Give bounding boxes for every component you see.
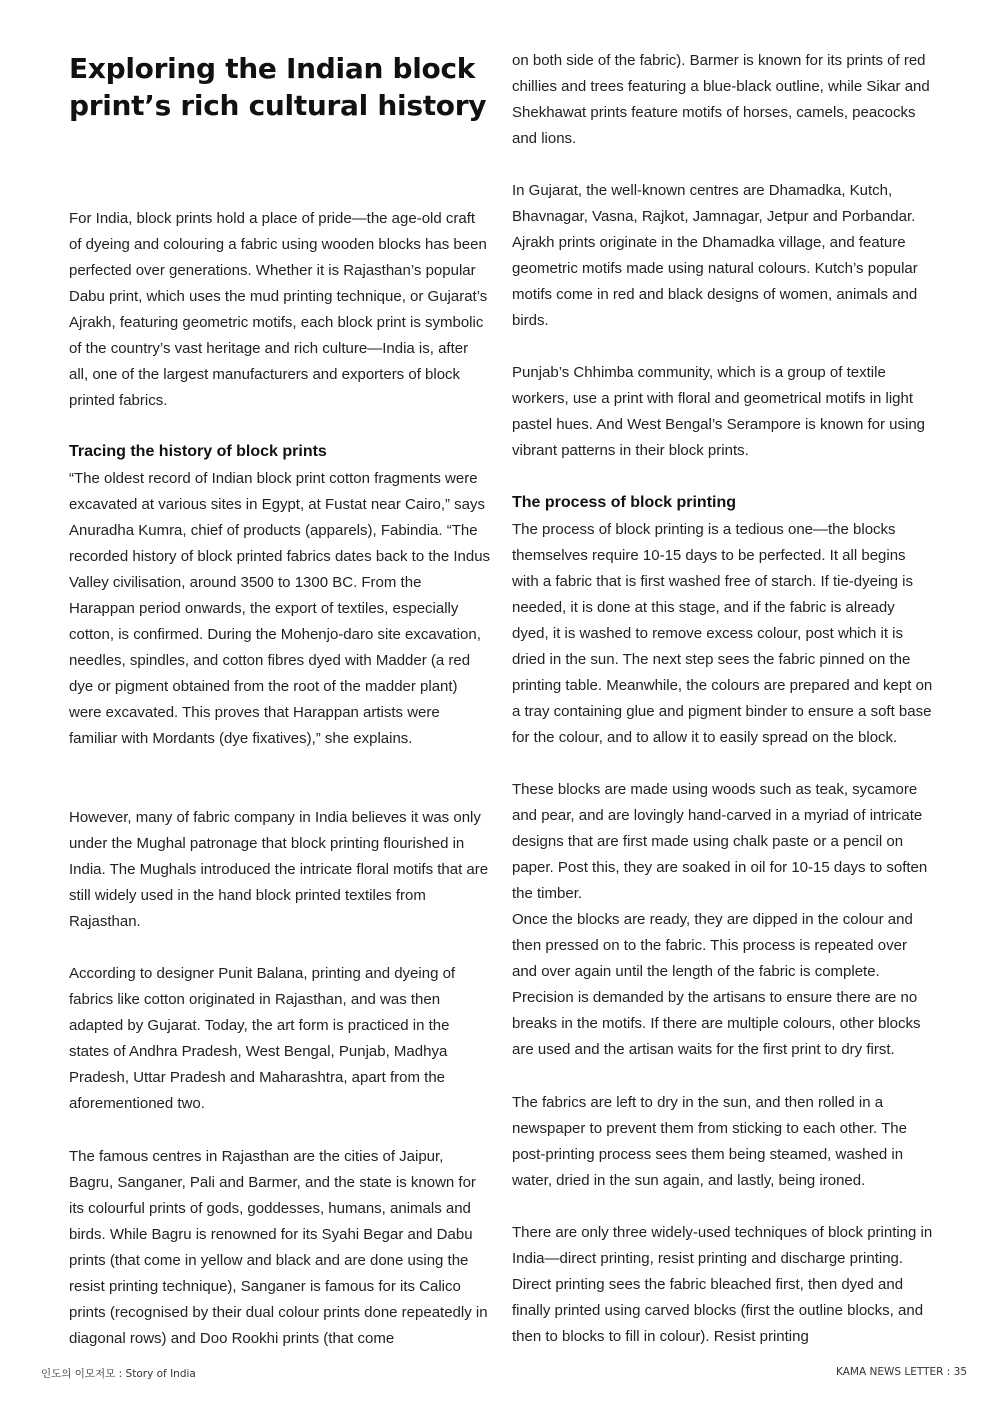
section-heading-process: The process of block printing	[512, 494, 737, 511]
techniques-paragraph: There are only three widely-used techniques of block printing in India—direct printing, resist printing and discharge printing. Direct printing sees the fabric bleached first, then dyed and finally printed using carved blocks (first the outline blocks, and then to blocks to fill in colour). Resist printing	[512, 1224, 933, 1345]
footer-page-number: KAMA NEWS LETTER : 35	[836, 1366, 967, 1378]
process-paragraph-2: These blocks are made using woods such as teak, sycamore and pear, and are lovingly hand-carved in a myriad of intricate designs that are first made using chalk paste or a pencil on paper. Post this, they are soaked in oil for 10-15 days to soften the timber.	[512, 781, 928, 902]
section-heading-history: Tracing the history of block prints	[69, 443, 327, 460]
continued-paragraph: on both side of the fabric). Barmer is known for its prints of red chillies and trees featuring a blue-black outline, while Sikar and Shekhawat prints feature motifs of horses, camels, peacocks and lions.	[512, 52, 930, 147]
intro-paragraph: For India, block prints hold a place of pride—the age-old craft of dyeing and colouring a fabric using wooden blocks has been perfected over generations. Whether it is Rajasthan’s popular Dabu print, which uses the mud printing technique, or Gujarat’s Ajrakh, featuring geometric motifs, each block print is symbolic of the country’s vast heritage and rich culture—India is, after all, one of the largest manufacturers and exporters of block printed fabrics.	[69, 210, 488, 409]
process-paragraph-4: The fabrics are left to dry in the sun, and then rolled in a newspaper to prevent them from sticking to each other. The post-printing process sees them being steamed, washed in water, dried in the sun again, and lastly, being ironed.	[512, 1094, 907, 1189]
article-title: Exploring the Indian block print’s rich cultural history	[69, 52, 487, 122]
punjab-paragraph: Punjab’s Chhimba community, which is a group of textile workers, use a print with floral and geometrical motifs in light pastel hues. And West Bengal’s Serampore is known for using vibrant patterns in their block prints.	[512, 364, 926, 459]
process-paragraph-1: The process of block printing is a tedious one—the blocks themselves require 10-15 days to be perfected. It all begins with a fabric that is first washed free of starch. If tie-dyeing is needed, it is done at this stage, and if the fabric is already dyed, it is washed to remove excess colour, post which it is dried in the sun. The next step sees the fabric pinned on the printing table. Meanwhile, the colours are prepared and kept on a tray containing glue and pigment binder to ensure a soft base for the colour, and to allow it to easily spread on the block.	[512, 521, 933, 746]
history-paragraph-3: According to designer Punit Balana, printing and dyeing of fabrics like cotton originated in Rajasthan, and was then adapted by Gujarat. Today, the art form is practiced in the states of Andhra Pradesh, West Bengal, Punjab, Madhya Pradesh, Uttar Pradesh and Maharashtra, apart from the aforementioned two.	[69, 965, 456, 1112]
footer-section-label: 인도의 이모저모 : Story of India	[41, 1368, 196, 1380]
process-paragraph-3: Once the blocks are ready, they are dipped in the colour and then pressed on to the fabric. This process is repeated over and over again until the length of the fabric is complete. Precision is demanded by the artisans to ensure there are no breaks in the motifs. If there are multiple colours, other blocks are used and the artisan waits for the first print to dry first.	[512, 911, 921, 1058]
gujarat-paragraph: In Gujarat, the well-known centres are Dhamadka, Kutch, Bhavnagar, Vasna, Rajkot, Jamnagar, Jetpur and Porbandar. Ajrakh prints originate in the Dhamadka village, and feature geometric motifs made using natural colours. Kutch’s popular motifs come in red and black designs of women, animals and birds.	[512, 182, 918, 329]
history-paragraph-2: However, many of fabric company in India believes it was only under the Mughal patronage that block printing flourished in India. The Mughals introduced the intricate floral motifs that are still widely used in the hand block printed textiles from Rajasthan.	[69, 809, 489, 930]
history-paragraph-4: The famous centres in Rajasthan are the cities of Jaipur, Bagru, Sanganer, Pali and Barmer, and the state is known for its colourful prints of gods, goddesses, humans, animals and birds. While Bagru is renowned for its Syahi Begar and Dabu prints (that come in yellow and black and are done using the resist printing technique), Sanganer is famous for its Calico prints (recognised by their dual colour prints done repeatedly in diagonal rows) and Doo Rookhi prints (that come	[69, 1148, 488, 1347]
history-paragraph-1: “The oldest record of Indian block print cotton fragments were excavated at various sites in Egypt, at Fustat near Cairo,” says Anuradha Kumra, chief of products (apparels), Fabindia. “The recorded history of block printed fabrics dates back to the Indus Valley civilisation, around 3500 to 1300 BC. From the Harappan period onwards, the export of textiles, especially cotton, is confirmed. During the Mohenjo-daro site excavation, needles, spindles, and cotton fibres dyed with Madder (a red dye or pigment obtained from the root of the madder plant) were excavated. This proves that Harappan artists were familiar with Mordants (dye fixatives),” she explains.	[69, 470, 491, 747]
